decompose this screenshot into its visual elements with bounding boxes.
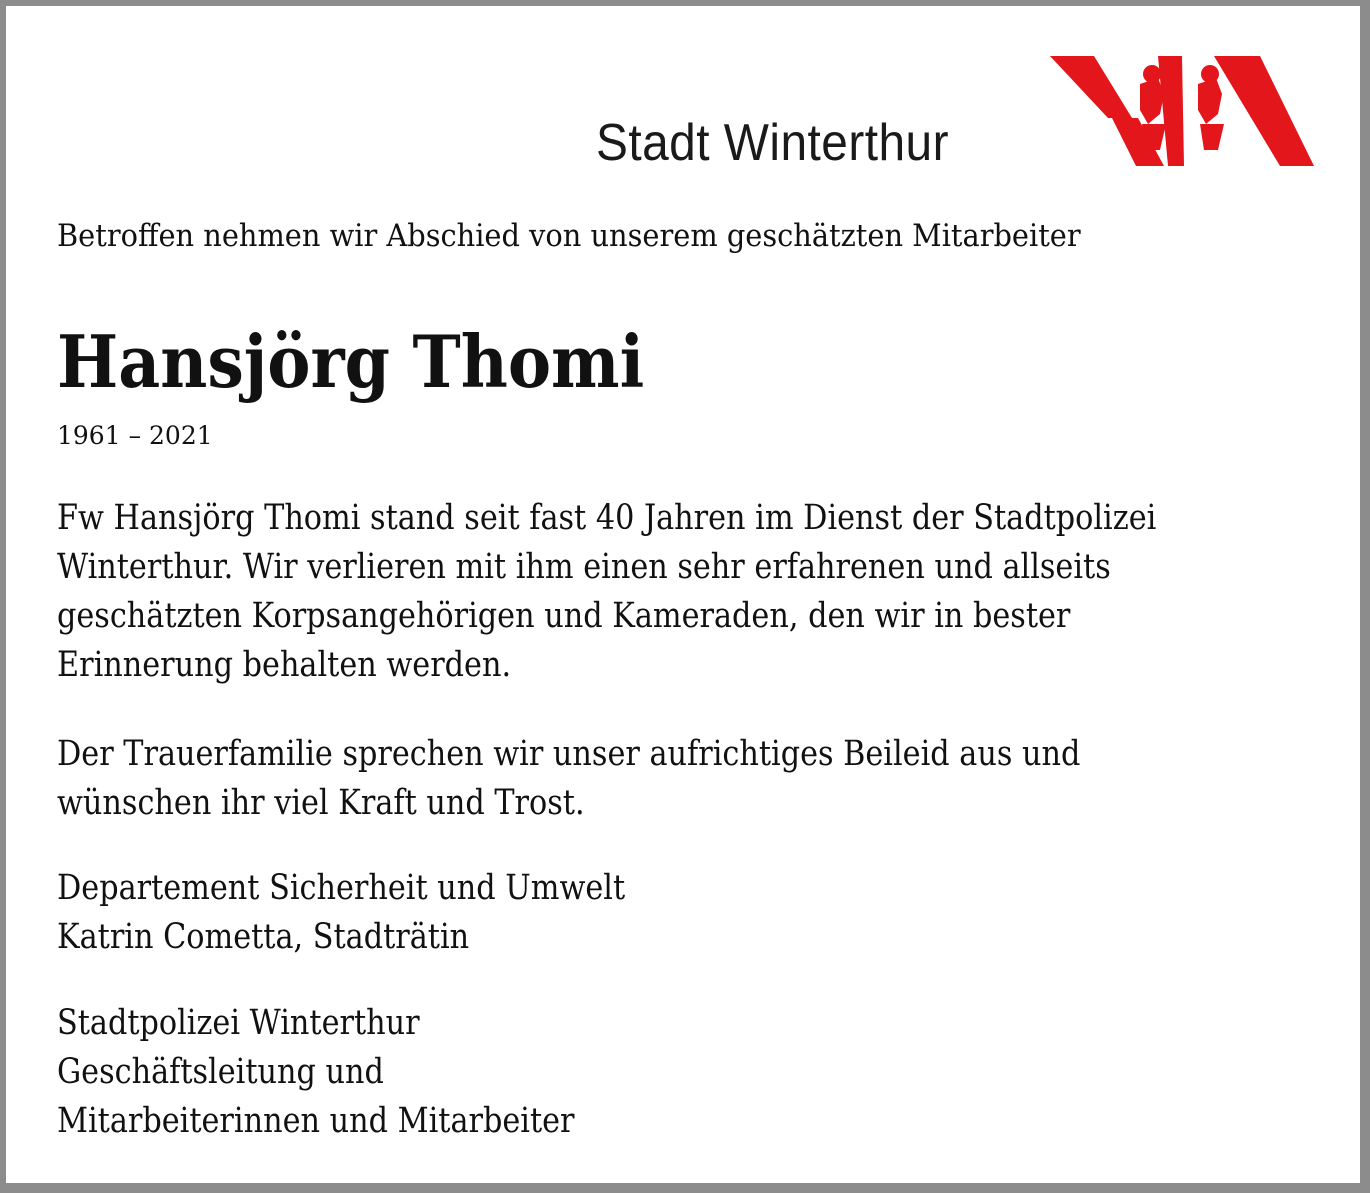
winterthur-coat-of-arms-icon [1048,54,1318,174]
paragraph-line: geschätzten Korpsangehörigen und Kameraden, den wir in bester [57,596,1071,636]
signature-police [57,999,575,1146]
paragraph-line: Erinnerung behalten werden. [57,645,512,685]
logo-text: Stadt Winterthur [596,114,950,172]
deceased-name: Hansjörg Thomi [57,319,645,404]
intro-text: Betroffen nehmen wir Abschied von unserem geschätzten Mitarbeiter [57,218,1081,254]
signature-line: Departement Sicherheit und Umwelt [57,868,626,908]
tribute-paragraph [57,494,1156,690]
condolence-paragraph [57,730,1080,828]
signature-department [57,864,625,962]
signature-line: Mitarbeiterinnen und Mitarbeiter [57,1101,575,1141]
signature-line: Geschäftsleitung und [57,1052,384,1092]
paragraph-line: wünschen ihr viel Kraft und Trost. [57,783,585,823]
paragraph-line: Fw Hansjörg Thomi stand seit fast 40 Jahren im Dienst der Stadtpolizei [57,498,1157,538]
signature-line: Katrin Cometta, Stadträtin [57,917,470,957]
paragraph-line: Der Trauerfamilie sprechen wir unser aufrichtiges Beileid aus und [57,734,1081,774]
signature-line: Stadtpolizei Winterthur [57,1003,420,1043]
paragraph-line: Winterthur. Wir verlieren mit ihm einen sehr erfahrenen und allseits [57,547,1111,587]
life-dates: 1961 – 2021 [57,421,213,450]
